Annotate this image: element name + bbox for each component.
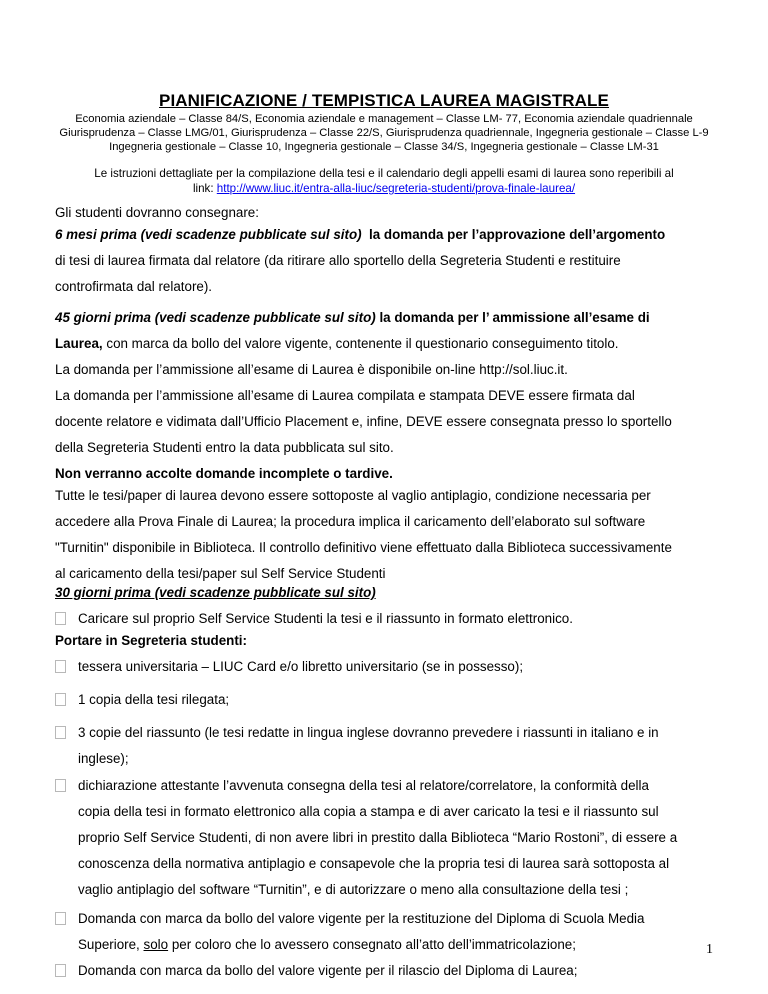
- list-item-line: inglese);: [78, 751, 129, 766]
- section-6-line: controfirmata dal relatore).: [55, 279, 213, 294]
- list-item-line: [78, 932, 715, 958]
- list-item-text: [78, 906, 715, 958]
- section-45-line: con marca da bollo del valore vigente, contenente il questionario conseguimento titolo.: [106, 336, 619, 351]
- section-6-months: [55, 222, 715, 300]
- intro-link-line: [40, 181, 728, 196]
- diploma-text: per coloro che lo avessero consegnato all’atto dell’immatricolazione;: [168, 937, 576, 952]
- antiplagio-line: accedere alla Prova Finale di Laurea; la procedura implica il caricamento dell’elaborato sul software: [55, 514, 646, 529]
- upload-text: Caricare sul proprio Self Service Studenti la tesi e il riassunto in formato elettronico.: [78, 611, 573, 626]
- section-45-line: docente relatore e vidimata dall’Ufficio Placement e, infine, DEVE essere consegnata presso lo sportello: [55, 414, 672, 429]
- section-45-bold: la domanda per l’ ammissione all’esame di: [379, 310, 650, 325]
- link-prefix: link:: [192, 182, 217, 195]
- section-45-line: della Segreteria Studenti entro la data pubblicata sul sito.: [55, 440, 394, 455]
- diploma-text: Superiore,: [78, 937, 144, 952]
- list-item-text: 1 copia della tesi rilegata;: [78, 692, 230, 707]
- list-item-line: Domanda con marca da bollo del valore vigente per la restituzione del Diploma di Scuola Media: [78, 911, 645, 926]
- checkbox-icon: [55, 660, 66, 673]
- antiplagio-paragraph: [55, 483, 715, 587]
- checkbox-icon: [55, 964, 66, 977]
- checkbox-icon: [55, 693, 66, 706]
- section-45-days: [55, 305, 715, 487]
- antiplagio-line: Tutte le tesi/paper di laurea devono essere sottoposte al vaglio antiplagio, condizione necessaria per: [55, 488, 651, 503]
- lead-text: Gli studenti dovranno consegnare:: [55, 205, 259, 220]
- prova-finale-link[interactable]: http://www.liuc.it/entra-alla-liuc/segreteria-studenti/prova-finale-laurea/: [216, 182, 576, 195]
- bring-heading: [55, 628, 715, 654]
- page-title: PIANIFICAZIONE / TEMPISTICA LAUREA MAGISTRALE: [159, 91, 609, 110]
- section-45-line: La domanda per l’ammissione all’esame di Laurea compilata e stampata DEVE essere firmata dal: [55, 388, 635, 403]
- section-45-warning: Non verranno accolte domande incomplete o tardive.: [55, 466, 393, 481]
- subtitle-line: Giurisprudenza – Classe LMG/01, Giurisprudenza – Classe 22/S, Giurisprudenza quadriennale, Ingegneria gestionale – Classe L-9: [59, 127, 709, 139]
- subtitle-line: Economia aziendale – Classe 84/S, Economia aziendale e management – Classe LM- 77, Economia aziendale quadriennale: [75, 113, 693, 125]
- intro-text: Le istruzioni dettagliate per la compilazione della tesi e il calendario degli appelli esami di laurea sono reperibili al: [94, 167, 674, 180]
- antiplagio-line: al caricamento della tesi/paper sul Self Service Studenti: [55, 566, 386, 581]
- section-30-heading: [55, 580, 715, 606]
- antiplagio-line: "Turnitin" disponibile in Biblioteca. Il controllo definitivo viene effettuato dalla Biblioteca successivamente: [55, 540, 672, 555]
- list-item-text: [78, 720, 715, 772]
- section-6-heading: 6 mesi prima (vedi scadenze pubblicate sul sito): [55, 227, 362, 242]
- list-item-line: copia della tesi in formato elettronico alla copia a stampa e di aver caricato la tesi e il riassunto sul: [78, 804, 659, 819]
- bring-heading-text: Portare in Segreteria studenti:: [55, 633, 247, 648]
- checkbox-icon: [55, 612, 66, 625]
- list-item-line: conoscenza della normativa antiplagio e consapevole che la propria tesi di laurea sarà sottoposta al: [78, 856, 670, 871]
- list-item-line: 3 copie del riassunto (le tesi redatte in lingua inglese dovranno prevedere i riassunti in italiano e in: [78, 725, 659, 740]
- checkbox-icon: [55, 779, 66, 792]
- list-item-line: proprio Self Service Studenti, di non avere libri in prestito dalla Biblioteca “Mario Rostoni”, di essere a: [78, 830, 678, 845]
- section-6-bold: la domanda per l’approvazione dell’argomento: [369, 227, 666, 242]
- list-item-text: [78, 773, 715, 903]
- list-item-text: tessera universitaria – LIUC Card e/o libretto universitario (se in possesso);: [78, 659, 524, 674]
- list-item-line: vaglio antiplagio del software “Turnitin”, e di autorizzare o meno alla consultazione della tesi ;: [78, 882, 629, 897]
- list-item-line: dichiarazione attestante l’avvenuta consegna della tesi al relatore/correlatore, la conformità della: [78, 778, 649, 793]
- section-30-heading-text: 30 giorni prima (vedi scadenze pubblicate sul sito): [55, 585, 376, 600]
- checkbox-icon: [55, 726, 66, 739]
- page-number: 1: [706, 942, 713, 957]
- section-45-heading: 45 giorni prima (vedi scadenze pubblicate sul sito): [55, 310, 376, 325]
- subtitle-line: Ingegneria gestionale – Classe 10, Ingegneria gestionale – Classe 34/S, Ingegneria gestionale – Classe LM-31: [109, 141, 659, 153]
- checkbox-icon: [55, 912, 66, 925]
- section-45-line: La domanda per l’ammissione all’esame di Laurea è disponibile on-line http://sol.liuc.it.: [55, 362, 568, 377]
- list-item-text: Domanda con marca da bollo del valore vigente per il rilascio del Diploma di Laurea;: [78, 963, 578, 978]
- section-45-bold-laurea: Laurea,: [55, 336, 103, 351]
- diploma-solo: solo: [143, 937, 169, 952]
- section-6-line: di tesi di laurea firmata dal relatore (da ritirare allo sportello della Segreteria Studenti e restituire: [55, 253, 621, 268]
